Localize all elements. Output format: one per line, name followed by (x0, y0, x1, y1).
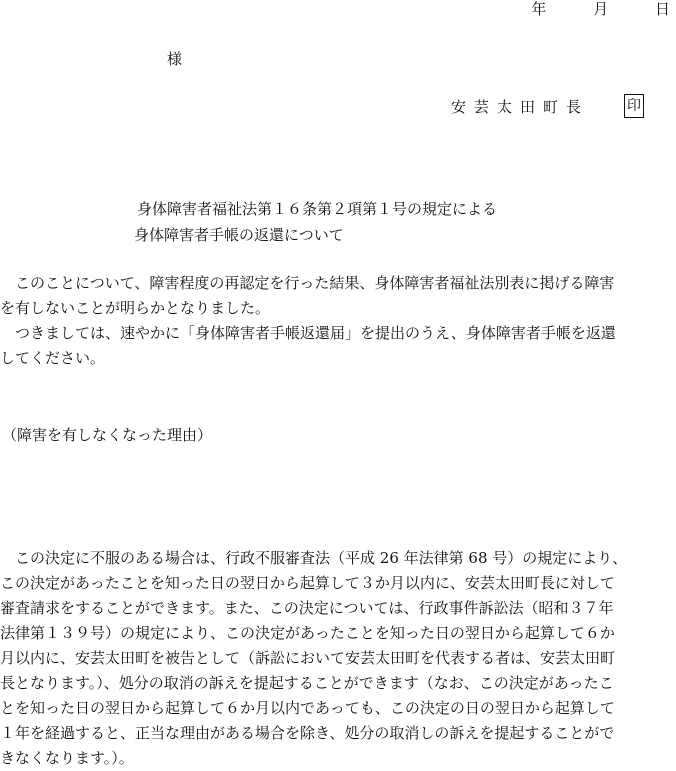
paragraph-line: この決定に不服のある場合は、行政不服審査法（平成 26 年法律第 68 号）の規定により、 (0, 549, 628, 567)
paragraph-line: 審査請求をすることができます。また、この決定については、行政事件訴訟法（昭和３７年 (0, 599, 614, 617)
date-day-label: 日 (654, 0, 670, 18)
date-month-label: 月 (593, 0, 609, 18)
signer-name: 安芸太田町長 (451, 98, 590, 116)
paragraph-line: １年を経過すると、正当な理由がある場合を除き、処分の取消しの訴えを提起することがで (0, 724, 615, 742)
paragraph-line: きなくなります。）。 (0, 749, 134, 767)
document-title-line-1: 身体障害者福祉法第１６条第２項第１号の規定による (137, 200, 498, 218)
paragraph-line: この決定があったことを知った日の翌日から起算して３か月以内に、安芸太田町長に対して (0, 574, 615, 592)
reason-heading: （障害を有しなくなった理由） (2, 426, 213, 444)
paragraph-line: とを知った日の翌日から起算して６か月以内であっても、この決定の日の翌日から起算して (0, 699, 615, 717)
paragraph-line: このことについて、障害程度の再認定を行った結果、身体障害者福祉法別表に掲げる障害 (0, 274, 615, 292)
paragraph-line: を有しないことが明らかとなりました。 (0, 299, 271, 317)
document-title-line-2: 身体障害者手帳の返還について (134, 226, 344, 244)
paragraph-line: してください。 (0, 349, 106, 367)
paragraph-line: 月以内に、安芸太田町を被告として（訴訟において安芸太田町を代表する者は、安芸太田町 (0, 649, 616, 667)
notice-paragraph (0, 271, 676, 371)
addressee-suffix: 様 (167, 50, 183, 68)
date-line (531, 0, 670, 19)
paragraph-line: つきましては、速やかに「身体障害者手帳返還届」を提出のうえ、身体障害者手帳を返還 (0, 324, 616, 342)
date-year-label: 年 (531, 0, 547, 18)
appeal-paragraph (0, 546, 676, 771)
seal-box: 印 (624, 94, 644, 118)
paragraph-line: 長となります。）、処分の取消の訴えを提起することができます（なお、この決定があったこ (0, 674, 614, 692)
paragraph-line: 法律第１３９号）の規定により、この決定があったことを知った日の翌日から起算して６か (0, 624, 615, 642)
